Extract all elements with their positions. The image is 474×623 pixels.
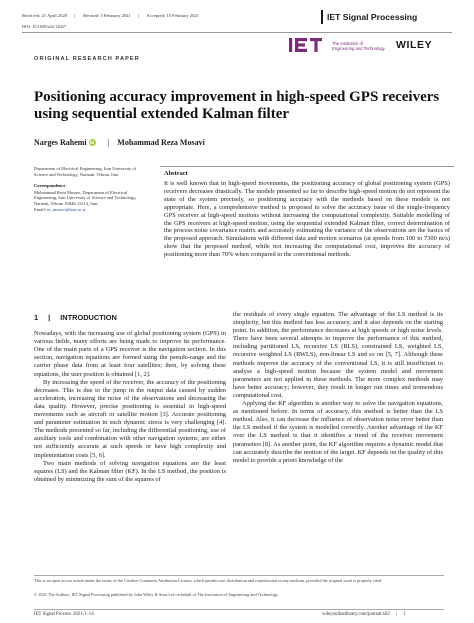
author-name[interactable]: Narges Rahemi xyxy=(34,138,87,147)
section-title: INTRODUCTION xyxy=(60,313,117,322)
received-date: Received: 21 April 2020 xyxy=(22,13,68,18)
paragraph: Applying the KF algorithm is another way to solve the navigation equations, as mentioned before. In terms of accuracy, this method is better than the LS method. Also, it can decrease the influence of observation noise error better than the LS method if the system is modelled correctly. Another advantage of the KF over the LS method is that it identifies a trend of the receiver movement parameters [8]. As another point, the KF algorithm requires a dynamic model that can accurately describe the motion of the target. KF depends on the quality of this model to provide a priori knowledge of the xyxy=(233,400,443,464)
journal-divider xyxy=(321,10,323,24)
author-separator: | xyxy=(107,138,110,147)
affiliation-text: Department of Electrical Engineering, Iran University of Science and Technology, Narmak, Tehran, Iran xyxy=(34,166,137,177)
email-link[interactable]: m_mosavi@iust.ac.ir xyxy=(47,206,86,212)
abstract-heading: Abstract xyxy=(164,170,188,177)
article-type-label: ORIGINAL RESEARCH PAPER xyxy=(34,56,140,62)
footer-right xyxy=(322,612,406,617)
paragraph: Two main methods of solving navigation equations are the least squares (LS) and the Kalman filter (KF). In the LS method, the position is obtained by minimizing the sum of the squares of xyxy=(34,459,226,483)
body-column-left xyxy=(34,314,226,484)
paper-title: Positioning accuracy improvement in high-speed GPS receivers using sequential extended Kalman filter xyxy=(34,89,440,122)
separator: | xyxy=(137,13,139,18)
section-number: 1 xyxy=(34,313,39,322)
author-list xyxy=(34,138,205,147)
wiley-logo[interactable]: WILEY xyxy=(396,39,433,51)
doi[interactable]: DOI: 10.1049/sil2.12027 xyxy=(22,24,67,29)
email-label: Email: xyxy=(34,206,46,212)
section-separator: | xyxy=(48,313,51,322)
abstract-text: It is well known that in high-speed movements, the positioning accuracy of global positioning system (GPS) receivers decreases drastically. The models presented so far to describe high-speed motion do not represent the state of the system precisely, so positioning accuracy with the methods based on these models is not appropriate. Here, a comprehensive method is proposed to solve the accuracy issue of the single-frequency GPS receiver at high-speed motions without increasing the computational complexity. Suitable modelling of the GPS receivers at high-speed motion, using the sequential extended Kalman filter, correct determination of the process noise covariance matrix and accurately estimating the variance of the observations are the basics of the proposed approach. Simulations with different data and motion scenarios (at speeds from 100 to 7300 m/s) show that the proposed method, while not increasing the computational cost, improves the accuracy of positioning more than 70% when compared to the conventional methods. xyxy=(164,180,450,259)
paragraph: By increasing the speed of the receiver, the accuracy of the positioning decreases. This is due to the jump in the output data caused by sudden acceleration, increasing the noise of the observations and decreasing the data quality. However, precise positioning is essential in high-speed movements such as aircraft or satellite motion [3]. Accurate positioning and parameter estimation in such dynamic stress is very challenging [4]. The methods presented so far, including the differential positioning, use of auxiliary tools and combination with other navigation systems, are either not sufficiently accurate at such speeds or have high complexity and implementation costs [5, 6]. xyxy=(34,378,226,459)
header-rule xyxy=(22,32,452,33)
page-number: 1 xyxy=(403,612,406,617)
accepted-date: Accepted: 15 February 2021 xyxy=(146,13,199,18)
section-heading xyxy=(34,314,226,322)
revised-date: Revised: 5 February 2021 xyxy=(83,13,131,18)
correspondence-text: Mohammad Reza Mosavi, Department of Electrical Engineering, Iran University of Science and Technology, Narmak, Tehran 16846-13114, Iran. xyxy=(34,189,137,206)
orcid-icon[interactable]: iD xyxy=(89,140,95,145)
article-dates xyxy=(22,13,206,18)
affiliation-block xyxy=(34,166,144,212)
paragraph: Nowadays, with the increasing use of global positioning system (GPS) in various fields, many efforts are being made to improve its performance. One of the main parts of a GPS receiver is the navigation section. In this section, navigation equations are formed using the pseudo-range and the carrier phase data from at least four satellites; then, by solving these equations, the user position is obtained [1, 2]. xyxy=(34,330,226,378)
paragraph: the residuals of every single equation. The advantage of the LS method is its simplicity, but this method has less accuracy, and it also depends on the starting point. In addition, the performance decreases at high speeds or high noise levels. There have been several attempts to improve the performance of this method, including partitioned LS, recursive LS (RLS), constrained LS, weighted LS, recursive weighted LS (RWLS), non-linear LS and so on [5, 7]. Although these methods improve the accuracy of the conventional LS, it is still insufficient to analyse a high-speed motion because the system model and movement parameters are not applied in these methods. The more complex methods may have better accuracy; however, they result in longer run times and tremendous computational cost. xyxy=(233,311,443,399)
license-note: This is an open access article under the terms of the Creative Commons Attribution License, which permits use, distribution and reproduction in any medium, provided the original work is properly cited. xyxy=(34,578,383,583)
copyright-note: © 2021 The Authors. IET Signal Processing published by John Wiley & Sons Ltd on behalf of The Institution of Engineering and Technology. xyxy=(34,592,279,597)
body-column-right xyxy=(233,311,443,465)
iet-logo[interactable] xyxy=(289,37,329,53)
iet-logo-text: The Institution of Engineering and Technology xyxy=(332,41,385,51)
journal-url[interactable]: wileyonlinelibrary.com/journal/sil2 xyxy=(322,612,390,617)
journal-name[interactable]: IET Signal Processing xyxy=(327,12,418,22)
author-name[interactable]: Mohammad Reza Mosavi xyxy=(117,138,205,147)
email-line xyxy=(34,207,144,213)
separator: | xyxy=(74,13,75,18)
footer-separator: | xyxy=(395,612,397,617)
citation: IET Signal Process. 2021;1–14. xyxy=(34,612,95,617)
correspondence-heading: Correspondence xyxy=(34,183,66,189)
